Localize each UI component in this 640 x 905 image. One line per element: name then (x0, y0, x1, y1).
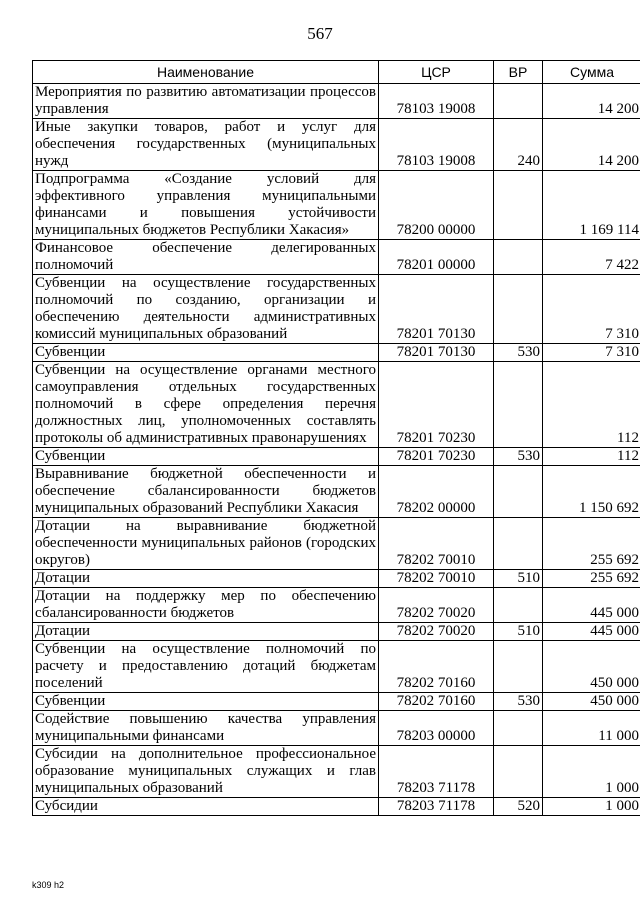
row-vr (494, 84, 543, 119)
row-vr: 530 (494, 693, 543, 711)
row-name: Субвенции (33, 344, 379, 362)
row-sum: 445 000 (543, 588, 640, 623)
table-row (33, 693, 640, 711)
row-sum: 112 (543, 448, 640, 466)
row-sum: 14 200 (543, 84, 640, 119)
row-sum: 7 422 (543, 240, 640, 275)
row-sum: 14 200 (543, 119, 640, 171)
row-name: Субвенции на осуществление органами местного самоуправления отдельных государственных полномочий в сфере определения перечня должностных лиц, уполномоченных составлять протоколы об административных правонарушениях (33, 362, 379, 448)
row-csr: 78202 70020 (379, 588, 494, 623)
header-vr: ВР (494, 61, 543, 84)
row-vr (494, 171, 543, 240)
page-number: 567 (307, 24, 333, 43)
footer-code: k309 h2 (32, 880, 65, 890)
row-csr: 78201 70230 (379, 362, 494, 448)
row-name: Субвенции на осуществление полномочий по расчету и предоставлению дотаций бюджетам поселений (33, 641, 379, 693)
row-sum: 112 (543, 362, 640, 448)
row-vr (494, 466, 543, 518)
table-row (33, 275, 640, 344)
table-row (33, 570, 640, 588)
row-csr: 78202 70160 (379, 693, 494, 711)
table-row (33, 84, 640, 119)
table-row (33, 641, 640, 693)
row-sum: 1 000 (543, 746, 640, 798)
row-name: Дотации на выравнивание бюджетной обеспеченности муниципальных районов (городских округов) (33, 518, 379, 570)
row-csr: 78202 70160 (379, 641, 494, 693)
row-vr (494, 746, 543, 798)
row-sum: 445 000 (543, 623, 640, 641)
header-name: Наименование (33, 61, 379, 84)
row-name: Мероприятия по развитию автоматизации процессов управления (33, 84, 379, 119)
row-vr (494, 588, 543, 623)
budget-table (32, 60, 640, 816)
table-row (33, 711, 640, 746)
row-vr (494, 641, 543, 693)
row-name: Дотации на поддержку мер по обеспечению сбалансированности бюджетов (33, 588, 379, 623)
row-name: Подпрограмма «Создание условий для эффективного управления муниципальными финансами и повышения устойчивости муниципальных бюджетов Республики Хакасия» (33, 171, 379, 240)
row-csr: 78201 70130 (379, 275, 494, 344)
row-csr: 78202 70010 (379, 518, 494, 570)
row-name: Дотации (33, 570, 379, 588)
row-csr: 78203 00000 (379, 711, 494, 746)
table-header-row (33, 61, 640, 84)
row-vr (494, 711, 543, 746)
table-row (33, 171, 640, 240)
table-row (33, 746, 640, 798)
table-row (33, 362, 640, 448)
row-vr (494, 518, 543, 570)
row-name: Субсидии на дополнительное профессиональное образование муниципальных служащих и глав муниципальных образований (33, 746, 379, 798)
row-csr: 78201 00000 (379, 240, 494, 275)
table-row (33, 240, 640, 275)
row-name: Финансовое обеспечение делегированных полномочий (33, 240, 379, 275)
row-vr (494, 275, 543, 344)
row-sum: 450 000 (543, 693, 640, 711)
row-vr: 530 (494, 344, 543, 362)
row-vr (494, 362, 543, 448)
row-name: Субвенции на осуществление государственных полномочий по созданию, организации и обеспечению деятельности административных комиссий муниципальных образований (33, 275, 379, 344)
table-row (33, 119, 640, 171)
row-name: Субвенции (33, 693, 379, 711)
row-name: Выравнивание бюджетной обеспеченности и обеспечение сбалансированности бюджетов муниципальных образований Республики Хакасия (33, 466, 379, 518)
header-sum: Сумма (543, 61, 640, 84)
table-row (33, 448, 640, 466)
table-row (33, 623, 640, 641)
row-csr: 78201 70130 (379, 344, 494, 362)
row-sum: 7 310 (543, 275, 640, 344)
table-row (33, 518, 640, 570)
row-vr: 510 (494, 623, 543, 641)
row-sum: 255 692 (543, 518, 640, 570)
row-name: Субсидии (33, 798, 379, 816)
table-row (33, 344, 640, 362)
row-vr: 520 (494, 798, 543, 816)
row-sum: 1 169 114 (543, 171, 640, 240)
row-sum: 11 000 (543, 711, 640, 746)
row-vr: 530 (494, 448, 543, 466)
row-sum: 1 000 (543, 798, 640, 816)
row-sum: 255 692 (543, 570, 640, 588)
row-csr: 78200 00000 (379, 171, 494, 240)
row-csr: 78203 71178 (379, 746, 494, 798)
row-csr: 78203 71178 (379, 798, 494, 816)
row-vr (494, 240, 543, 275)
row-sum: 450 000 (543, 641, 640, 693)
row-csr: 78103 19008 (379, 84, 494, 119)
row-name: Субвенции (33, 448, 379, 466)
row-name: Дотации (33, 623, 379, 641)
row-csr: 78202 70010 (379, 570, 494, 588)
table-row (33, 798, 640, 816)
table-row (33, 466, 640, 518)
row-vr: 510 (494, 570, 543, 588)
row-csr: 78201 70230 (379, 448, 494, 466)
row-sum: 1 150 692 (543, 466, 640, 518)
row-name: Содействие повышению качества управления муниципальными финансами (33, 711, 379, 746)
row-csr: 78202 70020 (379, 623, 494, 641)
row-vr: 240 (494, 119, 543, 171)
header-csr: ЦСР (379, 61, 494, 84)
row-sum: 7 310 (543, 344, 640, 362)
row-name: Иные закупки товаров, работ и услуг для обеспечения государственных (муниципальных нужд (33, 119, 379, 171)
row-csr: 78202 00000 (379, 466, 494, 518)
row-csr: 78103 19008 (379, 119, 494, 171)
table-row (33, 588, 640, 623)
